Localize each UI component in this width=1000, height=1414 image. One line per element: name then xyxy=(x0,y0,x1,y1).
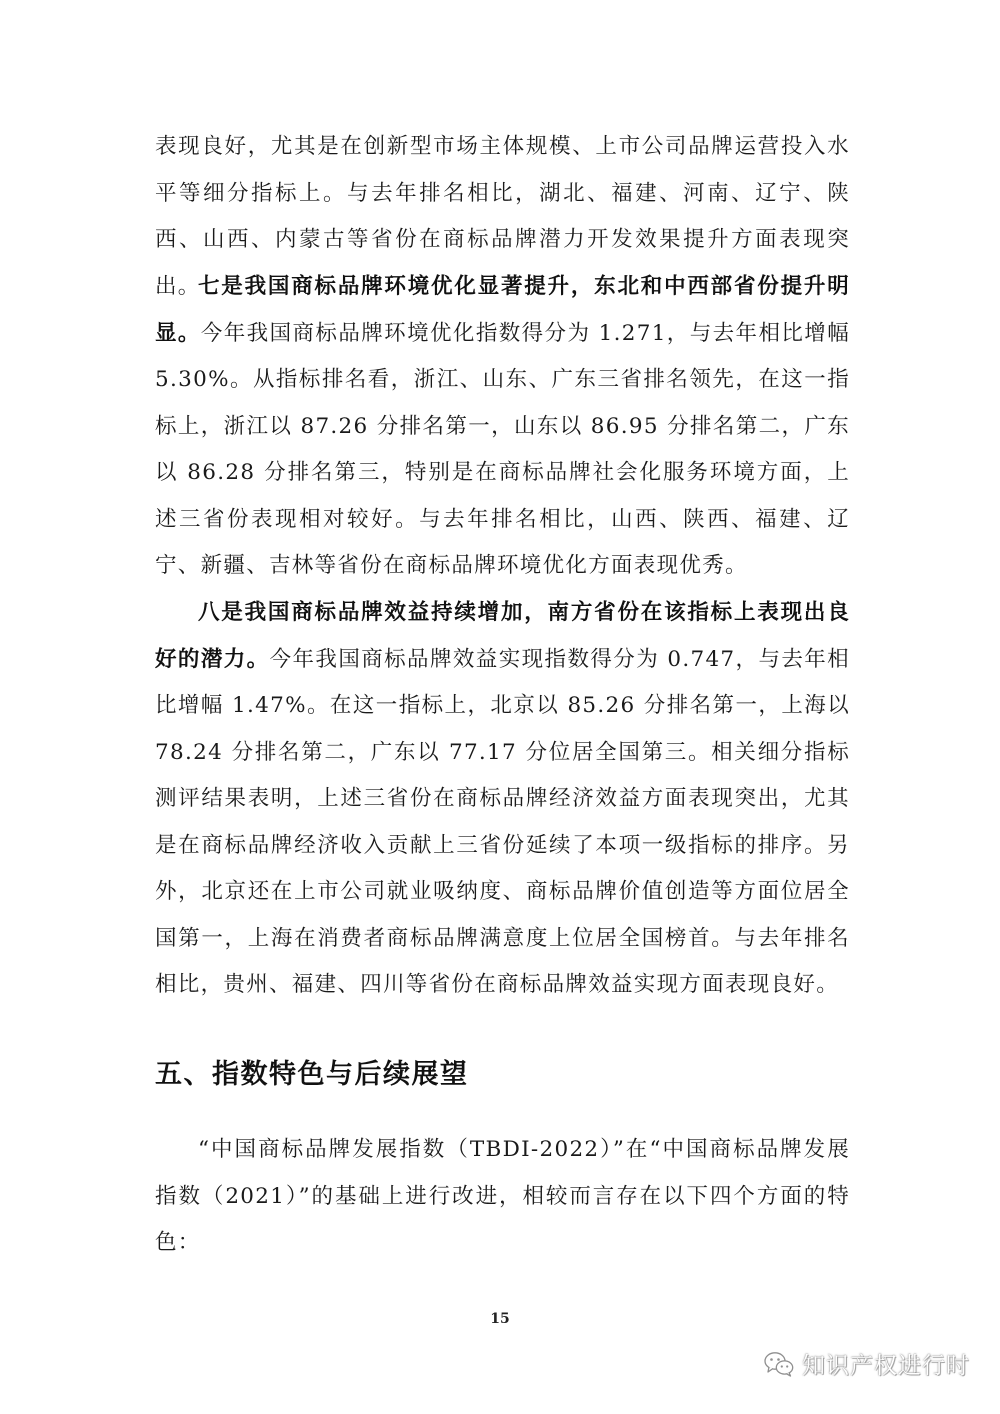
paragraph-index-features xyxy=(155,1127,850,1267)
watermark-text: 知识产权进行时 xyxy=(802,1353,970,1379)
paragraph-benefit-realization xyxy=(155,590,850,1009)
paragraph-environment-optimization xyxy=(155,264,850,590)
wechat-icon xyxy=(764,1351,794,1377)
paragraph-text: “中国商标品牌发展指数（TBDI-2022）”在“中国商标品牌发展指数（2021）”的基础上进行改进，相较而言存在以下四个方面的特色： xyxy=(155,1137,850,1255)
paragraph-lead: 八是我国商标品牌效益持续增加，南方省份在该指标上表现出良好的潜力。 xyxy=(155,600,850,672)
paragraph-text: 今年我国商标品牌环境优化指数得分为 1.271，与去年相比增幅 5.30%。从指标排名看，浙江、山东、广东三省排名领先，在这一指标上，浙江以 87.26 分排名第一，山东以 86.95 分排名第二，广东以 86.28 分排名第三，特别是在商标品牌社会化服务环境方面，上述三省份表现相对较好。与去年排名相比，山西、陕西、福建、辽宁、新疆、吉林等省份在商标品牌环境优化方面表现优秀。 xyxy=(155,320,851,578)
paragraph-text: 今年我国商标品牌效益实现指数得分为 0.747，与去年相比增幅 1.47%。在这一指标上，北京以 85.26 分排名第一，上海以 78.24 分排名第二，广东以 77.17 分位居全国第三。相关细分指标测评结果表明，上述三省份在商标品牌经济效益方面表现突出，尤其是在商标品牌经济收入贡献上三省份延续了本项一级指标的排序。另外，北京还在上市公司就业吸纳度、商标品牌价值创造等方面位居全国第一，上海在消费者商标品牌满意度上位居全国榜首。与去年排名相比，贵州、福建、四川等省份在商标品牌效益实现方面表现良好。 xyxy=(155,646,850,997)
paragraph-text: 表现良好，尤其是在创新型市场主体规模、上市公司品牌运营投入水平等细分指标上。与去年排名相比，湖北、福建、河南、辽宁、陕西、山西、内蒙古等省份在商标品牌潜力开发效果提升方面表现突出。 xyxy=(155,134,850,299)
paragraph-lead: 七是我国商标品牌环境优化显著提升，东北和中西部省份提升明显。 xyxy=(155,274,850,346)
page-number: 15 xyxy=(490,1311,510,1327)
watermark xyxy=(764,1347,970,1380)
section-heading: 五、指数特色与后续展望 xyxy=(155,1059,469,1090)
